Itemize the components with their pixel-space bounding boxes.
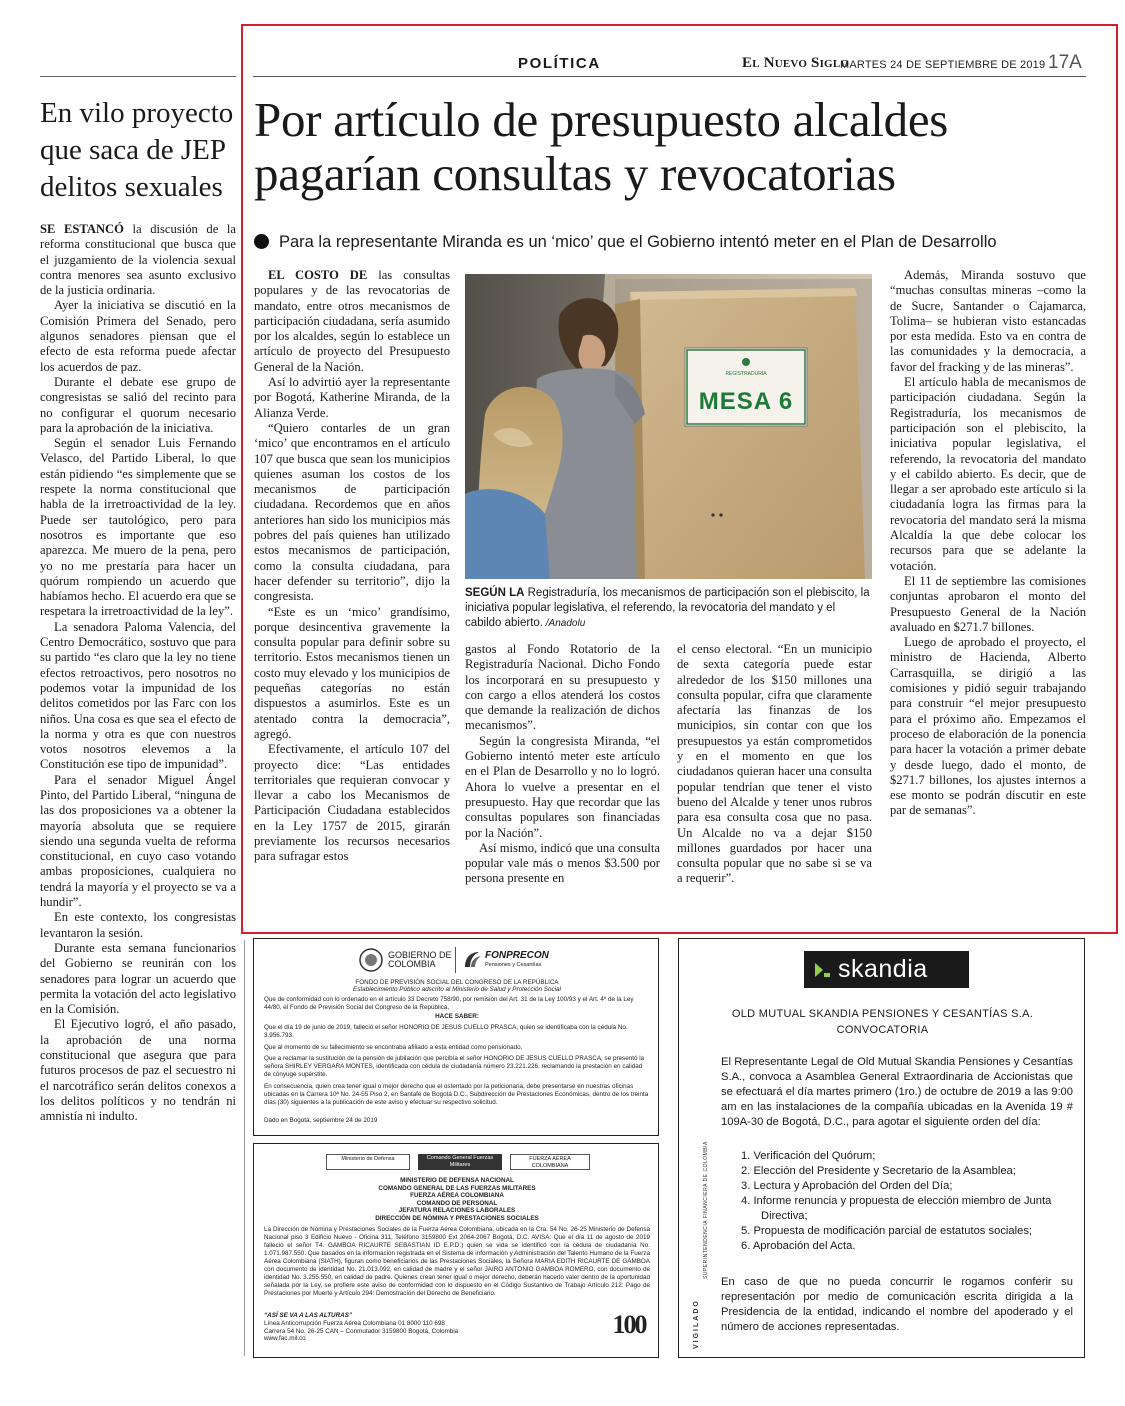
fuerza-aerea-header: MINISTERIO DE DEFENSA NACIONAL COMANDO GENERAL DE LAS FUERZAS MILITARES FUERZA AÉREA COLOMBIANA COMANDO DE PERSONAL JEFATURA RELACIONES LABORALES DIRECCIÓN DE NÓMINA Y PRESTACIONES SOCIALES	[375, 1177, 539, 1222]
superfinanciera-label: SUPERINTENDENCIA FINANCIERA DE COLOMBIA	[703, 1141, 709, 1279]
skandia-agenda-list	[741, 1149, 1066, 1254]
skandia-mark-icon	[814, 961, 831, 978]
fonprecon-notice-ad: GOBIERNO DE COLOMBIA FONPRECON Pensiones y Cesantías FONDO DE PREVISIÓN SOCIAL DEL CONGRESO DE LA REPÚBLICA Establecimiento Público adscrito al Ministerio de Salud y Protección Social Que de conformidad con lo ordenado en el artículo 33 Decreto 758/90, por remisión del Art. 31 de la Ley 100/93 y el Art. 4º de la Ley 44/80, el Fondo de Previsión Social del Congreso de la República, HACE SABER: Que el día 19 de junio de 2019, falleció el señor HONORIO DE JESUS CUELLO PRASCA, quien se identificaba con la cédula No. 3.956.793. Que al momento de su fallecimiento se encontraba afiliado a esta entidad como pensionado. Que a reclamar la sustitución de la pensión de jubilación que percibía el señor HONORIO DE JESUS CUELLO PRASCA, se presentó la señora SHIRLEY VERGARA MONTES, identificada con cédula de ciudadanía número 23.221.226, reclamando la prestación en calidad de cónyuge supérstite. En consecuencia, quien crea tener igual o mejor derecho que el ostentado por la peticionaria, debe presentarse en nuestras oficinas ubicadas en la Carrera 10ª No. 24-55 Piso 2, en Santafé de Bogotá D.C., Subdirección de Prestaciones Económicas, dentro de los treinta días (30) siguientes a la publicación de este aviso y efectuar su respectivo solicitud. Dado en Bogotá, septiembre 24 de 2019	[253, 938, 659, 1136]
issue-date: MARTES 24 DE SEPTIEMBRE DE 2019	[840, 59, 1046, 71]
main-article-paragraph: “Quiero contarles de un gran ‘mico’ que encontramos en el artículo 107 que busca que sean los municipios quienes asuman los costos de los mecanismos de participación ciudadana. Recordemos que en años anteriores han sido los municipios más pobres del país quienes han utilizado estos mecanismos de participación, como la consulta ciudadana, para hacer defender su territorio”, dijo la congresista.	[254, 420, 450, 604]
main-article-paragraph: Así mismo, indicó que una consulta popular vale más o menos $3.500 por persona presente en	[465, 840, 660, 886]
main-article-paragraph: Efectivamente, el artículo 107 del proyecto dice: “Las entidades territoriales que requieran convocar y llevar a cabo los Mecanismos de Participación Ciudadana establecidos en la Ley 1757 de 2015, girarán previamente los recursos necesarios para sufragar estos	[254, 742, 450, 864]
fonprecon-logos: GOBIERNO DE COLOMBIA FONPRECON Pensiones y Cesantías	[358, 947, 558, 975]
left-article-paragraph: Ayer la iniciativa se discutió en la Comisión Primera del Senado, pero algunos senadores piensan que el efecto de esta reforma puede afectar los acuerdos de paz.	[40, 298, 236, 374]
skandia-company-title: OLD MUTUAL SKANDIA PENSIONES Y CESANTÍAS S.A.	[731, 1008, 1034, 1020]
colombia-seal-icon	[358, 947, 384, 973]
column-divider	[244, 940, 245, 1356]
newspaper-name: El Nuevo Siglo	[742, 55, 850, 71]
header-rule	[253, 76, 1086, 77]
left-article-paragraph: En este contexto, los congresistas levantaron la sesión.	[40, 910, 236, 940]
main-article-column-1	[254, 268, 450, 865]
main-subhead: Para la representante Miranda es un ‘mico’ que el Gobierno intentó meter en el Plan de Desarrollo	[254, 231, 1094, 253]
left-article-paragraph: El Ejecutivo logró, el año pasado, la aprobación de una norma constitucional que asegura que para futuros procesos de paz el secuestro ni el narcotráfico serán delitos conexos a los delitos políticos y no tendrán ni amnistía ni indulto.	[40, 1017, 236, 1124]
main-headline: Por artículo de presupuesto alcaldes pagarían consultas y revocatorias	[254, 92, 949, 201]
main-article-paragraph: “Este es un ‘mico’ grandísimo, porque desincentiva gravemente la consulta popular para definir sobre su territorio. Estos mecanismos tienen un costo muy elevado y los municipios de pequeñas categorías no están dispuestos a asumirlos. Este es un atentado contra la democracia”, agregó.	[254, 604, 450, 741]
fonprecon-logo-text: FONPRECON	[485, 950, 549, 961]
fonprecon-org: FONDO DE PREVISIÓN SOCIAL DEL CONGRESO DE LA REPÚBLICA	[355, 979, 559, 986]
fonprecon-logo-icon	[461, 949, 483, 971]
sign-small-text: REGISTRADURÍA	[725, 371, 767, 377]
main-article-paragraph: El 11 de septiembre las comisiones conjuntas aprobaron el monto del Presupuesto General de la Nación avaluado en $271.7 billones.	[890, 573, 1086, 634]
main-article-paragraph: Luego de aprobado el proyecto, el ministro de Hacienda, Alberto Carrasquilla, se dirigió a las comisiones y pidió seguir trabajando para construir “el mejor presupuesto para el próximo año. Empezamos el proceso de elaboración de la ponencia para hacer la votación a primer debate y desde luego, dado el monto, de $271.7 billones, los ajustes internos a ese monto se podrán discutir en este par de semanas”.	[890, 635, 1086, 818]
agenda-item: 5. Propuesta de modificación parcial de estatutos sociales;	[741, 1225, 1033, 1237]
main-article-column-3	[677, 642, 872, 887]
skandia-convocatoria-ad	[678, 938, 1085, 1358]
section-label: POLÍTICA	[518, 55, 601, 72]
page-number: 17A	[1048, 52, 1082, 73]
left-article-paragraph: Para el senador Miguel Ángel Pinto, del Partido Liberal, “ninguna de las dos proposiciones va a obtener la mayoría absoluta que se requiere siendo una segunda vuelta de reforma constitucional, en cuyo caso votando ambas proposiciones, cualquiera no tendrá la mayoría y el proyecto se va a hundir”.	[40, 772, 236, 910]
main-article-paragraph: EL COSTO DE las consultas populares y de las revocatorias de mandato, entre otros mecanismos de participación ciudadana, sería asumido por los alcaldes, según lo establece un artículo de proyecto del Presupuesto General de la Nación.	[254, 268, 450, 374]
fac-logo: FUERZA AÉREA COLOMBIANA	[510, 1154, 590, 1170]
fuerza-aerea-logos	[326, 1152, 590, 1172]
main-article-paragraph: el censo electoral. “En un municipio de sexta categoría puede estar alrededor de los $150 millones una consulta popular, cifra que claramente afectaría las finanzas de los municipios, sin contar con que los presupuestos ya están comprometidos y en el momento en que los ciudadanos quieran hacer una consulta popular tendrían que tener el visto bueno del Alcalde y tener unos rubros para esa consulta cosa que no pasa. Un Alcalde no va a dejar $150 millones guardados por hacer una consulta popular que no sabe si se va a requerir”.	[677, 642, 872, 886]
voting-booth-photo	[465, 274, 872, 579]
agenda-item: 1. Verificación del Quórum;	[741, 1150, 876, 1162]
skandia-logo: skandia	[804, 951, 969, 988]
left-article-headline: En vilo proyecto que saca de JEP delitos sexuales	[40, 97, 234, 203]
left-article-paragraph: Durante el debate ese grupo de congresistas se salió del recinto para no configurar el quorum necesario para la aprobación de la iniciativa.	[40, 374, 236, 435]
sign-mesa-text: MESA 6	[698, 388, 794, 415]
left-article-paragraph: Durante esta semana funcionarios del Gobierno se reunirán con los senadores para lograr un acuerdo que permita la votación del acto legislativo en la Comisión.	[40, 940, 236, 1017]
vigilado-label: VIGILADO	[693, 1299, 700, 1349]
gobierno-logo-text: GOBIERNO DE COLOMBIA	[388, 950, 452, 969]
agenda-item: 6. Aprobación del Acta.	[741, 1240, 856, 1252]
skandia-closing: En caso de que no pueda concurrir le rogamos conferir su representación por medio de comunicación escrita dirigida a la Presidencia de la entidad, indicando el nombre del apoderado y el número de acciones representadas.	[721, 1276, 1073, 1333]
left-article-paragraph: SE ESTANCÓ la discusión de la reforma constitucional que busca que el juzgamiento de la violencia sexual contra menores sea asunto exclusivo de la justicia ordinaria.	[40, 222, 236, 298]
main-article-paragraph: El artículo habla de mecanismos de participación ciudadana. Según la Registraduría, los mecanismos de participación son el plebiscito, la iniciativa popular legislativa, el referendo, la revocatoria del mandato y el cabildo abierto. Es decir, que de llegar a ser aprobado este artículo si la ciudadanía logra las firmas para la revocatoria del mandato será la misma Alcaldía la que debe colocar los recursos para que se adelante la votación.	[890, 375, 1086, 573]
main-article-column-4	[890, 268, 1086, 819]
left-article	[40, 76, 236, 1356]
left-article-paragraph: La senadora Paloma Valencia, del Centro Democrático, sostuvo que para su partido “es claro que la ley no tiene efectos retroactivos, pero nosotros no podemos votar la impunidad de los delitos cometidos por las Farc con los niños. Una cosa es que sea el efecto de la norma y otra es que con nuestros votos nosotros elevemos a la Constitución ese tipo de impunidad”.	[40, 619, 236, 772]
main-article-paragraph: gastos al Fondo Rotatorio de la Registraduría Nacional. Dicho Fondo los incorporará en su presupuesto y con cargo a ellos atenderá los costos que demande la realización de dichos mecanismos”.	[465, 642, 660, 733]
comando-general-logo: Comando General Fuerzas Militares	[418, 1154, 502, 1170]
left-article-body	[40, 222, 236, 1125]
bullet-icon	[254, 234, 269, 249]
fuerza-aerea-notice-ad: Ministerio de Defensa Comando General Fuerzas Militares FUERZA AÉREA COLOMBIANA MINISTERIO DE DEFENSA NACIONAL COMANDO GENERAL DE LAS FUERZAS MILITARES FUERZA AÉREA COLOMBIANA COMANDO DE PERSONAL JEFATURA RELACIONES LABORALES DIRECCIÓN DE NÓMINA Y PRESTACIONES SOCIALES La Dirección de Nómina y Prestaciones Sociales de la Fuerza Aérea Colombiana, ubicada en la Cra. 54 No. 26-25 Ministerio de Defensa Nacional piso 3 Edificio Nuevo - Oficina 311, Teléfono 3159800 Ext 2064-2067 Bogotá, D.C. AVISA: Que el día 11 de agosto de 2019 falleció el señor T4. GAMBOA RICAURTE SEBASTIAN ID E.P.D.) quien se vida se identificó con la cédula de ciudadanía No. 1.071.987.550. Que basados en la información registrada en el Sistema de información y Administración del Talento Humano de la Fuerza Aérea Colombiana (SIATH), figuran como beneficiarios de las Prestaciones Sociales, la Señora MARIA EDITH RICAURTE DE GAMBOA con documento de identidad No. 21.013.092, en calidad de madre y el señor JAIRO ANTONIO GAMBOA ROMERO, con documento de identidad No. 3.255.550, en calidad de padre. Quienes crean tener igual o mejor derecho, deberán hacerlo valer dentro de la oportunidad señalada por la Ley, se profiere este aviso de conformidad con lo dispuesto en el Código Sustantivo de Trabajo Artículo 212: Pago de Prestaciones por Muerte y Artículo 294: Demostración del Derecho de Beneficiario. “ASÍ SE VA A LAS ALTURAS” Línea Anticorrupción Fuerza Aérea Colombiana 01 8000 110 698 Carrera 54 No. 26-25 CAN – Conmutador 3159800 Bogotá, Colombia www.fac.mil.co 100	[253, 1143, 659, 1358]
mindefensa-logo: Ministerio de Defensa	[326, 1154, 410, 1170]
news-photo	[465, 274, 872, 579]
fuerza-aerea-body: La Dirección de Nómina y Prestaciones Sociales de la Fuerza Aérea Colombiana, ubicada en la Cra. 54 No. 26-25 Ministerio de Defensa Nacional piso 3 Edificio Nuevo - Oficina 311, Teléfono 3159800 Ext 2064-2067 Bogotá, D.C. AVISA: Que el día 11 de agosto de 2019 falleció el señor T4. GAMBOA RICAURTE SEBASTIAN ID E.P.D.) quien se vida se identificó con la cédula de ciudadanía No. 1.071.987.550. Que basados en la información registrada en el Sistema de información y Administración del Talento Humano de la Fuerza Aérea Colombiana (SIATH), figuran como beneficiarios de las Prestaciones Sociales, la Señora MARIA EDITH RICAURTE DE GAMBOA con documento de identidad No. 21.013.092, en calidad de madre y el señor JAIRO ANTONIO GAMBOA ROMERO, con documento de identidad No. 3.255.550, en calidad de padre. Quienes crean tener igual o mejor derecho, deberán hacerlo valer dentro de la oportunidad señalada por la Ley, se profiere este aviso de conformidad con lo dispuesto en el Código Sustantivo de Trabajo Artículo 212: Pago de Prestaciones por Muerte y Artículo 294: Demostración del Derecho de Beneficiario.	[264, 1226, 650, 1297]
main-article-column-2	[465, 642, 660, 887]
agenda-item: 2. Elección del Presidente y Secretario de la Asamblea;	[741, 1165, 1016, 1177]
photo-credit: /Anadolu	[543, 618, 586, 629]
main-article-paragraph: Así lo advirtió ayer la representante por Bogotá, Katherine Miranda, de la Alianza Verde.	[254, 375, 450, 420]
agenda-item: 3. Lectura y Aprobación del Orden del Día;	[741, 1180, 953, 1192]
main-article-paragraph: Además, Miranda sostuvo que “muchas consultas mineras –como la de Sucre, Santander o Cajamarca, Tolima– se hubieran visto estancadas por esta medida. Esto va en contra de las comunidades y la democracia, a favor del fracking y de las mineras”.	[890, 268, 1086, 374]
left-article-paragraph: Según el senador Luis Fernando Velasco, del Partido Liberal, lo que están pidiendo “es simplemente que se respete la norma constitucional que habla de la irretroactividad de la ley. Puede ser tautológico, pero para nosotros es importante que eso aparezca. Me muero de la pena, pero yo no me prestaría para hacer un quórum rompiendo un acuerdo que habíamos hecho. El acuerdo era que se respetara la irretroactividad de la ley”.	[40, 436, 236, 619]
skandia-convocatoria-title: CONVOCATORIA	[836, 1024, 929, 1036]
skandia-body: El Representante Legal de Old Mutual Skandia Pensiones y Cesantías S.A., convoca a Asamblea General Extraordinaria de Accionistas que se efectuará el día martes primero (1ro.) de octubre de 2019 a las 9:00 am en las instalaciones de la compañía ubicadas en la Avenida 19 # 109A-30 de Bogotá, D.C., para agotar el siguiente orden del día:	[721, 1056, 1073, 1128]
photo-caption: SEGÚN LA Registraduría, los mecanismos de participación son el plebiscito, la iniciativa popular legislativa, el referendo, la revocatoria del mandato y el cabildo abierto. /Anadolu	[465, 587, 870, 629]
agenda-item: 4. Informe renuncia y propuesta de elección miembro de Junta Directiva;	[741, 1195, 1052, 1222]
fac-100-years-badge: 100	[612, 1310, 646, 1339]
main-article-paragraph: Según la congresista Miranda, “el Gobierno intentó meter este artículo en el Plan de Desarrollo y no lo logró. Ahora lo vuelve a presentar en el presupuesto. Hay que recordar que las consultas populares son financiadas por la Nación”.	[465, 733, 660, 840]
